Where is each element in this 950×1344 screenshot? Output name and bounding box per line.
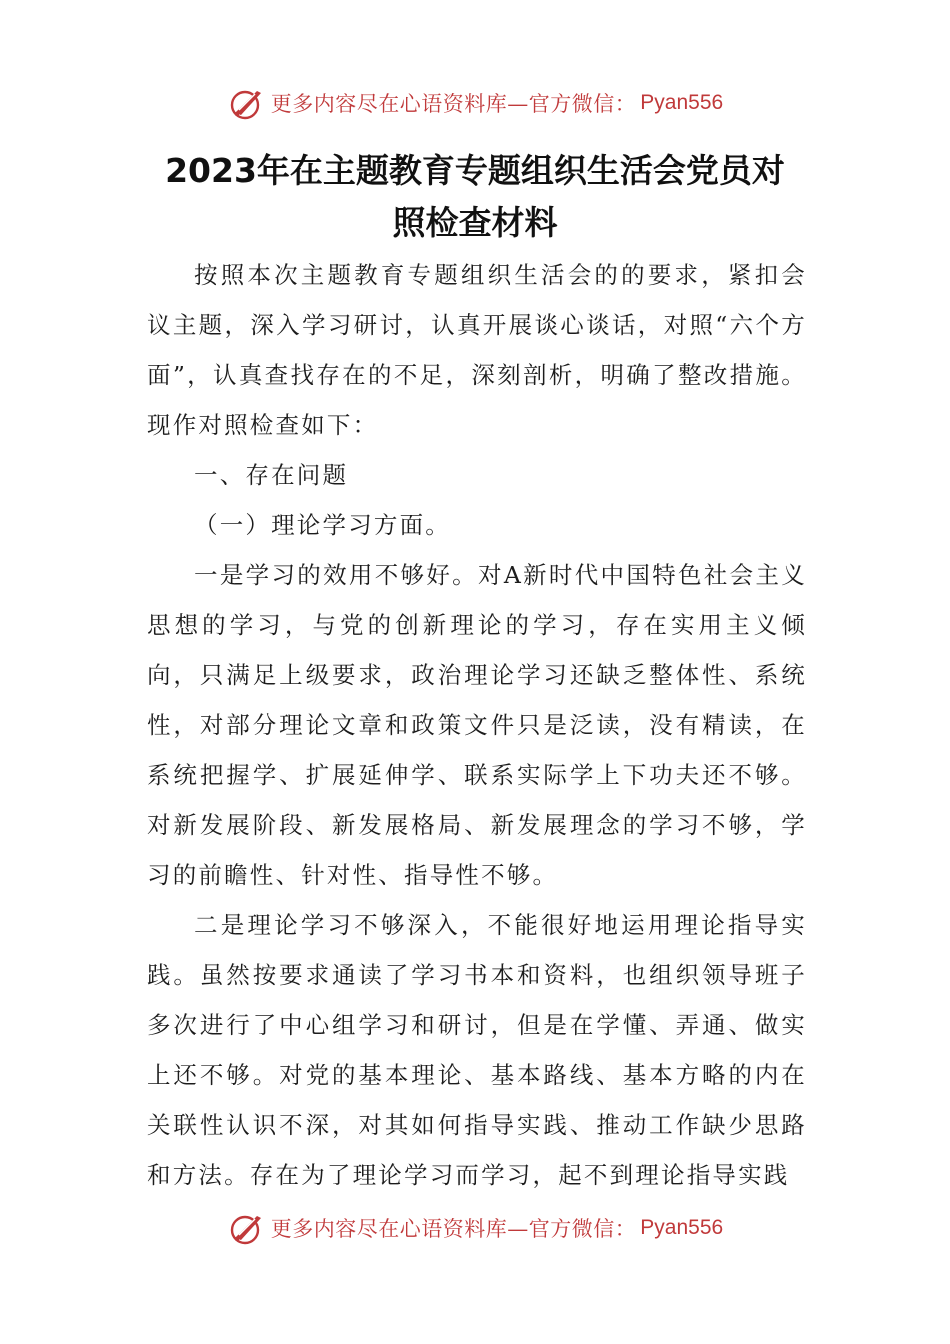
document-title — [100, 145, 850, 249]
title-line-2: 照检查材料 — [392, 203, 558, 242]
banner-wechat-id: Pyan556 — [640, 91, 724, 114]
paragraph-point-2: 二是理论学习不够深入，不能很好地运用理论指导实践。虽然按要求通读了学习书本和资料，也组织领导班子多次进行了中心组学习和研讨，但是在学懂、弄通、做实上还不够。对党的基本理论、基本路线、基本方略的内在关联性认识不深，对其如何指导实践、推动工作缺少思路和方法。存在为了理论学习而学习，起不到理论指导实践 — [147, 911, 807, 1189]
document-body — [147, 250, 807, 1200]
header-banner — [0, 78, 950, 128]
footer-banner — [0, 1203, 950, 1253]
title-line-1: 2023年在主题教育专题组织生活会党员对 — [165, 151, 785, 190]
subsection-heading: （一）理论学习方面。 — [194, 511, 451, 539]
banner-text: 更多内容尽在心语资料库—官方微信： — [270, 92, 637, 116]
pen-logo-icon — [227, 83, 267, 123]
pen-logo-icon — [227, 1208, 267, 1248]
section-heading: 一、存在问题 — [194, 461, 349, 489]
banner-text: 更多内容尽在心语资料库—官方微信： — [270, 1217, 637, 1241]
banner-wechat-id: Pyan556 — [640, 1216, 724, 1239]
paragraph-point-1: 一是学习的效用不够好。对A新时代中国特色社会主义思想的学习，与党的创新理论的学习，存在实用主义倾向，只满足上级要求，政治理论学习还缺乏整体性、系统性，对部分理论文章和政策文件只是泛读，没有精读，在系统把握学、扩展延伸学、联系实际学上下功夫还不够。对新发展阶段、新发展格局、新发展理念的学习不够，学习的前瞻性、针对性、指导性不够。 — [147, 561, 807, 889]
paragraph-intro: 按照本次主题教育专题组织生活会的的要求，紧扣会议主题，深入学习研讨，认真开展谈心谈话，对照“六个方面”，认真查找存在的不足，深刻剖析，明确了整改措施。现作对照检查如下： — [147, 261, 807, 439]
